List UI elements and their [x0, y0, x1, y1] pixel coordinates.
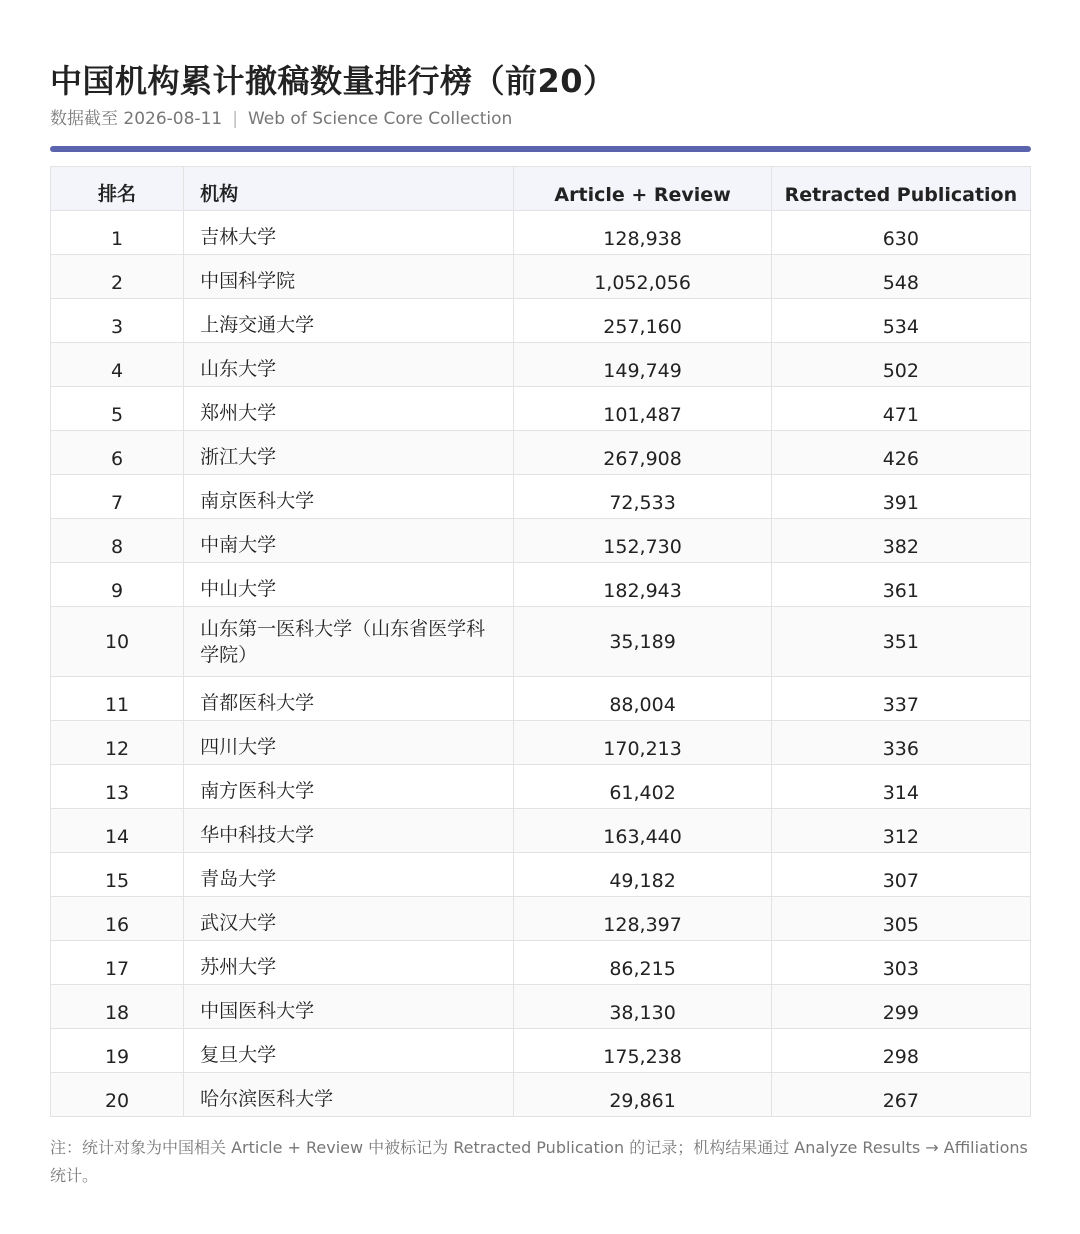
- column-header-rank: 排名: [51, 167, 184, 211]
- table-row: [51, 1029, 1031, 1073]
- article-review-cell: 38,130: [514, 985, 771, 1029]
- institution-cell: 中山大学: [184, 563, 514, 607]
- institution-cell: 四川大学: [184, 721, 514, 765]
- rank-cell: 9: [51, 563, 184, 607]
- column-header-article-review: Article + Review: [514, 167, 771, 211]
- retracted-cell: 314: [771, 765, 1030, 809]
- rank-cell: 6: [51, 431, 184, 475]
- institution-cell: 吉林大学: [184, 211, 514, 255]
- article-review-cell: 182,943: [514, 563, 771, 607]
- retracted-cell: 351: [771, 607, 1030, 677]
- retracted-cell: 298: [771, 1029, 1030, 1073]
- rank-cell: 17: [51, 941, 184, 985]
- rank-cell: 12: [51, 721, 184, 765]
- table-row: [51, 721, 1031, 765]
- table-row: [51, 343, 1031, 387]
- retracted-cell: 307: [771, 853, 1030, 897]
- table-row: [51, 387, 1031, 431]
- retracted-cell: 299: [771, 985, 1030, 1029]
- article-review-cell: 128,938: [514, 211, 771, 255]
- table-row: [51, 897, 1031, 941]
- rank-cell: 20: [51, 1073, 184, 1117]
- institution-cell: 苏州大学: [184, 941, 514, 985]
- table-row: [51, 765, 1031, 809]
- retracted-cell: 303: [771, 941, 1030, 985]
- page-subtitle: [50, 104, 512, 129]
- page-title: 中国机构累计撤稿数量排行榜（前20）: [50, 62, 616, 100]
- institution-cell: 哈尔滨医科大学: [184, 1073, 514, 1117]
- table-row: [51, 431, 1031, 475]
- column-header-institution: 机构: [184, 167, 514, 211]
- rank-cell: 8: [51, 519, 184, 563]
- institution-cell: 武汉大学: [184, 897, 514, 941]
- table-row: [51, 475, 1031, 519]
- article-review-cell: 61,402: [514, 765, 771, 809]
- retracted-cell: 471: [771, 387, 1030, 431]
- article-review-cell: 49,182: [514, 853, 771, 897]
- table-row: [51, 1073, 1031, 1117]
- rank-cell: 13: [51, 765, 184, 809]
- table-row: [51, 211, 1031, 255]
- retracted-cell: 337: [771, 677, 1030, 721]
- rank-cell: 2: [51, 255, 184, 299]
- rank-cell: 11: [51, 677, 184, 721]
- institution-cell: 中国医科大学: [184, 985, 514, 1029]
- article-review-cell: 72,533: [514, 475, 771, 519]
- article-review-cell: 149,749: [514, 343, 771, 387]
- data-source: Web of Science Core Collection: [247, 109, 513, 129]
- rank-cell: 3: [51, 299, 184, 343]
- rank-cell: 18: [51, 985, 184, 1029]
- retracted-cell: 534: [771, 299, 1030, 343]
- institution-cell: 中国科学院: [184, 255, 514, 299]
- article-review-cell: 170,213: [514, 721, 771, 765]
- article-review-cell: 267,908: [514, 431, 771, 475]
- institution-cell: 中南大学: [184, 519, 514, 563]
- table-body: [51, 211, 1031, 1117]
- rank-cell: 19: [51, 1029, 184, 1073]
- article-review-cell: 257,160: [514, 299, 771, 343]
- table-row: [51, 985, 1031, 1029]
- table-header-row: [51, 167, 1031, 211]
- rank-cell: 1: [51, 211, 184, 255]
- table-row: [51, 853, 1031, 897]
- institution-cell: 复旦大学: [184, 1029, 514, 1073]
- institution-cell: 南方医科大学: [184, 765, 514, 809]
- article-review-cell: 101,487: [514, 387, 771, 431]
- table-row: [51, 941, 1031, 985]
- institution-cell: 华中科技大学: [184, 809, 514, 853]
- retracted-cell: 391: [771, 475, 1030, 519]
- institution-cell: 山东第一医科大学（山东省医学科学院）: [184, 607, 514, 677]
- table-row: [51, 809, 1031, 853]
- institution-cell: 山东大学: [184, 343, 514, 387]
- table-row: [51, 299, 1031, 343]
- table-row: [51, 677, 1031, 721]
- subtitle-separator: |: [232, 109, 238, 129]
- institution-cell: 南京医科大学: [184, 475, 514, 519]
- article-review-cell: 86,215: [514, 941, 771, 985]
- footnote: 注：统计对象为中国相关 Article + Review 中被标记为 Retracted Publication 的记录；机构结果通过 Analyze Results → Affiliations 统计。: [50, 1138, 1028, 1185]
- ranking-table: [50, 166, 1031, 1117]
- article-review-cell: 35,189: [514, 607, 771, 677]
- article-review-cell: 152,730: [514, 519, 771, 563]
- institution-cell: 浙江大学: [184, 431, 514, 475]
- article-review-cell: 29,861: [514, 1073, 771, 1117]
- institution-cell: 郑州大学: [184, 387, 514, 431]
- institution-cell: 青岛大学: [184, 853, 514, 897]
- rank-cell: 10: [51, 607, 184, 677]
- retracted-cell: 502: [771, 343, 1030, 387]
- retracted-cell: 382: [771, 519, 1030, 563]
- article-review-cell: 128,397: [514, 897, 771, 941]
- institution-cell: 上海交通大学: [184, 299, 514, 343]
- data-date: 数据截至 2026-08-11: [50, 109, 223, 129]
- rank-cell: 14: [51, 809, 184, 853]
- article-review-cell: 175,238: [514, 1029, 771, 1073]
- rank-cell: 15: [51, 853, 184, 897]
- rank-cell: 5: [51, 387, 184, 431]
- table-row: [51, 607, 1031, 677]
- accent-divider: [50, 146, 1031, 152]
- institution-cell: 首都医科大学: [184, 677, 514, 721]
- table-row: [51, 519, 1031, 563]
- retracted-cell: 630: [771, 211, 1030, 255]
- retracted-cell: 361: [771, 563, 1030, 607]
- retracted-cell: 548: [771, 255, 1030, 299]
- article-review-cell: 1,052,056: [514, 255, 771, 299]
- retracted-cell: 336: [771, 721, 1030, 765]
- rank-cell: 16: [51, 897, 184, 941]
- retracted-cell: 426: [771, 431, 1030, 475]
- table-row: [51, 563, 1031, 607]
- retracted-cell: 267: [771, 1073, 1030, 1117]
- table-row: [51, 255, 1031, 299]
- rank-cell: 7: [51, 475, 184, 519]
- rank-cell: 4: [51, 343, 184, 387]
- article-review-cell: 88,004: [514, 677, 771, 721]
- column-header-retracted: Retracted Publication: [771, 167, 1030, 211]
- retracted-cell: 312: [771, 809, 1030, 853]
- article-review-cell: 163,440: [514, 809, 771, 853]
- retracted-cell: 305: [771, 897, 1030, 941]
